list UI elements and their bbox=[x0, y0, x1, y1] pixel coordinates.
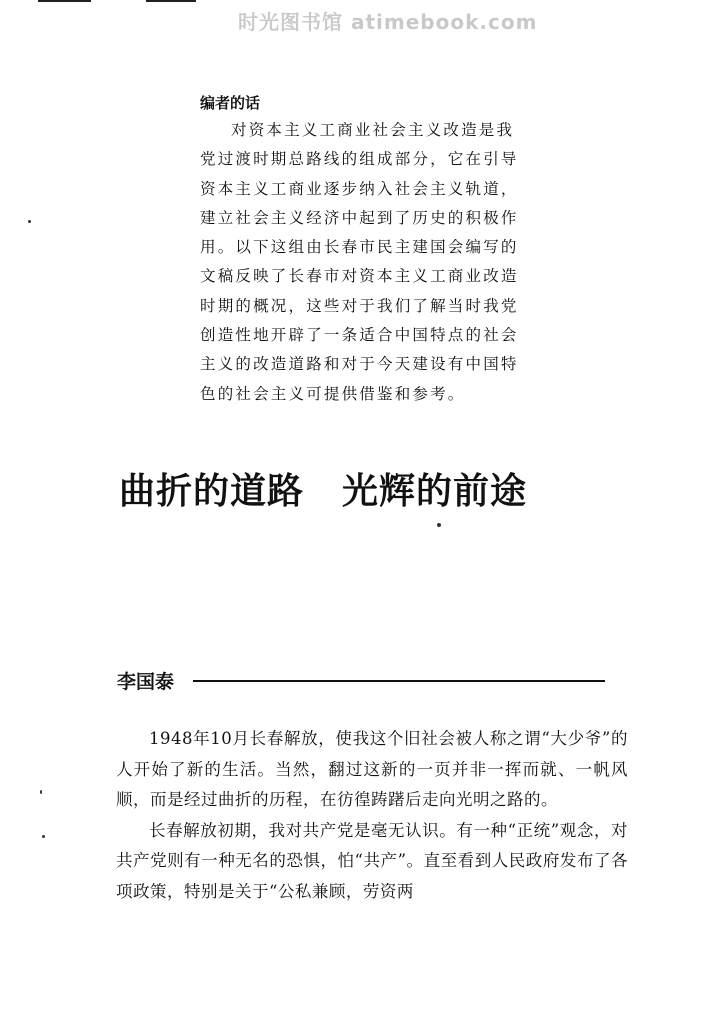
author-name: 李国泰 bbox=[117, 671, 175, 693]
editor-note-body bbox=[200, 116, 545, 409]
editor-note-line: 资本主义工商业逐步纳入社会主义轨道， bbox=[200, 179, 519, 198]
article-body bbox=[116, 724, 628, 908]
editor-note-line: 色的社会主义可提供借鉴和参考。 bbox=[200, 384, 466, 403]
article-paragraph: 1948年10月长春解放，使我这个旧社会被人称之谓“大少爷”的人开始了新的生活。当然，翻过这新的一页并非一挥而就、一帆风顺，而是经过曲折的历程，在彷徨踌躇后走向光明之路的。 bbox=[116, 729, 628, 810]
top-rule-left bbox=[38, 0, 91, 2]
editor-note-line: 党过渡时期总路线的组成部分，它在引导 bbox=[200, 150, 519, 169]
author-row bbox=[117, 667, 607, 691]
article-title bbox=[119, 463, 527, 514]
article-title-part2: 光辉的前途 bbox=[342, 471, 528, 512]
scan-speck bbox=[437, 523, 441, 527]
editor-note-line: 对资本主义工商业社会主义改造是我 bbox=[231, 121, 515, 139]
editor-note-line: 用。以下这组由长春市民主建国会编写的 bbox=[200, 238, 519, 257]
article-title-part1: 曲折的道路 bbox=[119, 471, 305, 512]
editor-note-heading: 编者的话 bbox=[200, 94, 261, 112]
article-paragraph: 长春解放初期，我对共产党是毫无认识。有一种“正统”观念，对共产党则有一种无名的恐惧，怕“共产”。直至看到人民政府发布了各项政策，特别是关于“公私兼顾，劳资两 bbox=[116, 820, 628, 901]
editor-note-line: 建立社会主义经济中起到了历史的积极作 bbox=[200, 208, 519, 227]
editor-note-line: 创造性地开辟了一条适合中国特点的社会 bbox=[200, 326, 519, 345]
scan-speck bbox=[42, 835, 45, 838]
scan-speck bbox=[28, 220, 31, 223]
top-rule-right bbox=[146, 0, 196, 2]
watermark: 时光图书馆 atimebook.com bbox=[238, 10, 538, 34]
editor-note-line: 文稿反映了长春市对资本主义工商业改造 bbox=[200, 267, 519, 286]
scan-speck bbox=[40, 790, 42, 794]
author-rule bbox=[193, 680, 605, 682]
editor-note-line: 时期的概况，这些对于我们了解当时我党 bbox=[200, 296, 519, 315]
editor-note-line: 主义的改造道路和对于今天建设有中国特 bbox=[200, 355, 519, 374]
